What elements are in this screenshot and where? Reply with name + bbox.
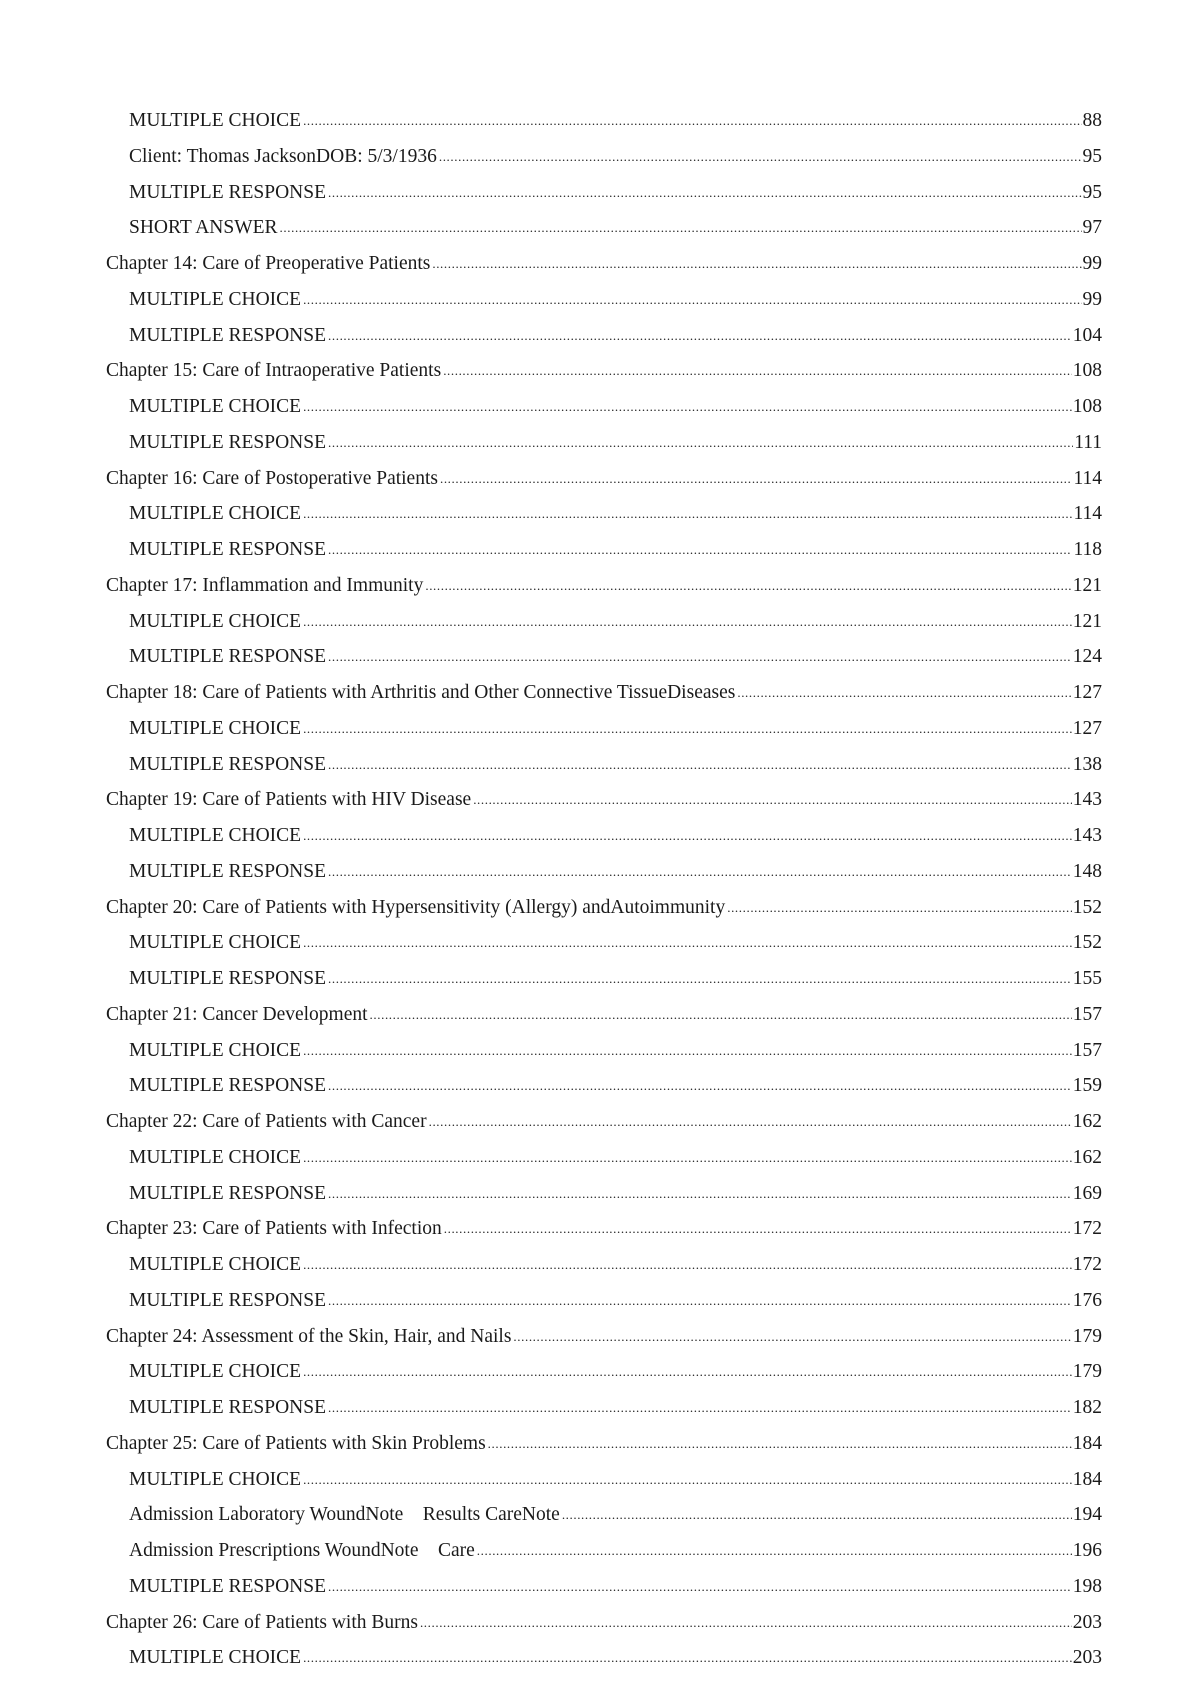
dot-leader	[328, 1282, 1072, 1319]
toc-section-entry[interactable]	[129, 282, 1192, 318]
toc-section-entry[interactable]	[129, 210, 1192, 246]
dot-leader	[328, 746, 1072, 783]
toc-chapter-entry[interactable]	[106, 353, 1192, 389]
dot-leader	[303, 1246, 1072, 1283]
dot-leader	[328, 960, 1072, 997]
toc-entry-label: MULTIPLE CHOICE	[129, 1039, 302, 1061]
toc-entry-label: Chapter 21: Cancer Development	[106, 1003, 368, 1025]
dot-leader	[425, 567, 1071, 604]
dot-leader	[328, 1175, 1072, 1212]
toc-entry-page-number: 196	[1072, 1540, 1102, 1561]
toc-entry-page-number: 155	[1072, 968, 1102, 989]
toc-entry-page-number: 194	[1072, 1504, 1102, 1526]
toc-entry-label: Chapter 22: Care of Patients with Cancer	[106, 1111, 427, 1132]
toc-entry-label: Chapter 17: Inflammation and Immunity	[106, 574, 424, 596]
dot-leader	[328, 1067, 1072, 1104]
toc-section-entry[interactable]	[129, 496, 1192, 532]
toc-chapter-entry[interactable]	[106, 675, 1192, 711]
toc-entry-page-number: 176	[1072, 1289, 1102, 1311]
toc-section-entry[interactable]	[129, 1033, 1192, 1069]
dot-leader	[513, 1318, 1071, 1355]
toc-entry-label: MULTIPLE RESPONSE	[129, 539, 327, 560]
toc-entry-label: MULTIPLE CHOICE	[129, 1361, 302, 1383]
toc-section-entry[interactable]	[129, 1068, 1192, 1104]
toc-entry-label: MULTIPLE RESPONSE	[129, 431, 327, 453]
toc-entry-label: MULTIPLE CHOICE	[129, 396, 302, 417]
toc-entry-label: MULTIPLE RESPONSE	[129, 181, 327, 203]
dot-leader	[429, 1103, 1072, 1140]
dot-leader	[303, 603, 1072, 640]
dot-leader	[303, 495, 1072, 532]
toc-entry-label: MULTIPLE CHOICE	[129, 1468, 302, 1490]
toc-entry-label: Chapter 14: Care of Preoperative Patients	[106, 253, 431, 274]
dot-leader	[328, 317, 1072, 354]
dot-leader	[303, 1353, 1072, 1390]
toc-section-entry[interactable]	[129, 175, 1192, 211]
toc-chapter-entry[interactable]	[106, 890, 1192, 926]
toc-chapter-entry[interactable]	[106, 782, 1192, 818]
toc-entry-label: MULTIPLE CHOICE	[129, 288, 302, 310]
toc-section-entry[interactable]	[129, 1497, 1192, 1533]
toc-section-entry[interactable]	[129, 639, 1192, 675]
dot-leader	[727, 889, 1072, 926]
toc-entry-page-number: 138	[1072, 753, 1102, 775]
dot-leader	[370, 996, 1072, 1033]
toc-section-entry[interactable]	[129, 1247, 1192, 1283]
toc-entry-page-number: 203	[1072, 1611, 1102, 1633]
toc-section-entry[interactable]	[129, 854, 1192, 890]
toc-entry-page-number: 104	[1072, 324, 1102, 346]
toc-entry-label: MULTIPLE RESPONSE	[129, 646, 327, 668]
toc-entry-label: MULTIPLE RESPONSE	[129, 1575, 327, 1597]
dot-leader	[443, 352, 1072, 389]
dot-leader	[303, 1639, 1072, 1676]
toc-entry-page-number: 203	[1072, 1647, 1102, 1669]
toc-chapter-entry[interactable]	[106, 246, 1192, 282]
dot-leader	[303, 710, 1072, 747]
toc-chapter-entry[interactable]	[106, 1211, 1192, 1247]
toc-chapter-entry[interactable]	[106, 1104, 1192, 1140]
toc-section-entry[interactable]	[129, 1283, 1192, 1319]
toc-entry-page-number: 111	[1074, 431, 1102, 453]
toc-entry-label: Client: Thomas JacksonDOB: 5/3/1936	[129, 145, 437, 167]
dot-leader	[562, 1496, 1072, 1533]
toc-section-entry[interactable]	[129, 1140, 1192, 1176]
dot-leader	[328, 638, 1072, 675]
dot-leader	[303, 1139, 1072, 1176]
toc-entry-label: MULTIPLE RESPONSE	[129, 1075, 327, 1097]
toc-entry-label: MULTIPLE CHOICE	[129, 1254, 302, 1275]
dot-leader	[473, 781, 1072, 818]
dot-leader	[303, 281, 1081, 318]
dot-leader	[737, 674, 1071, 711]
toc-entry-page-number: 162	[1072, 1111, 1102, 1132]
dot-leader	[488, 1425, 1072, 1462]
dot-leader	[328, 1389, 1072, 1426]
toc-entry-page-number: 143	[1072, 789, 1102, 811]
toc-entry-label: MULTIPLE CHOICE	[129, 1647, 302, 1669]
toc-chapter-entry[interactable]	[106, 997, 1192, 1033]
dot-leader	[439, 138, 1082, 175]
dot-leader	[303, 1032, 1072, 1069]
toc-entry-page-number: 127	[1072, 682, 1102, 703]
toc-section-entry[interactable]	[129, 961, 1192, 997]
toc-entry-page-number: 184	[1072, 1468, 1102, 1490]
toc-entry-label: Chapter 18: Care of Patients with Arthritis and Other Connective TissueDiseases	[106, 682, 736, 703]
dot-leader	[303, 388, 1072, 425]
toc-entry-page-number: 157	[1072, 1003, 1102, 1025]
toc-entry-label: MULTIPLE RESPONSE	[129, 1182, 327, 1204]
toc-entry-page-number: 152	[1072, 932, 1102, 954]
toc-entry-page-number: 148	[1072, 860, 1102, 882]
toc-section-entry[interactable]	[129, 711, 1192, 747]
dot-leader	[328, 853, 1072, 890]
toc-entry-page-number: 172	[1072, 1218, 1102, 1240]
toc-entry-label: Chapter 19: Care of Patients with HIV Disease	[106, 789, 472, 811]
toc-entry-label: MULTIPLE CHOICE	[129, 717, 302, 739]
toc-entry-page-number: 159	[1072, 1075, 1102, 1097]
toc-entry-label: Chapter 16: Care of Postoperative Patients	[106, 467, 438, 489]
table-of-contents	[0, 103, 1192, 1676]
toc-entry-label: MULTIPLE CHOICE	[129, 1146, 302, 1168]
toc-entry-page-number: 124	[1072, 646, 1102, 668]
toc-entry-page-number: 95	[1082, 145, 1102, 167]
toc-section-entry[interactable]	[129, 1533, 1192, 1569]
toc-entry-label: MULTIPLE CHOICE	[129, 825, 302, 846]
toc-entry-label: MULTIPLE RESPONSE	[129, 968, 327, 989]
toc-entry-page-number: 99	[1082, 253, 1102, 274]
toc-entry-page-number: 198	[1072, 1575, 1102, 1597]
dot-leader	[477, 1532, 1072, 1569]
toc-section-entry[interactable]	[129, 1176, 1192, 1212]
toc-section-entry[interactable]	[129, 747, 1192, 783]
toc-section-entry[interactable]	[129, 425, 1192, 461]
dot-leader	[303, 1461, 1072, 1498]
toc-entry-label: MULTIPLE CHOICE	[129, 503, 302, 525]
toc-entry-page-number: 114	[1073, 467, 1102, 489]
toc-entry-label: MULTIPLE RESPONSE	[129, 753, 327, 775]
toc-entry-label: Admission Prescriptions WoundNote Care	[129, 1540, 475, 1561]
toc-section-entry[interactable]	[129, 1354, 1192, 1390]
toc-entry-page-number: 118	[1073, 539, 1102, 560]
toc-entry-page-number: 162	[1072, 1146, 1102, 1168]
toc-section-entry[interactable]	[129, 1569, 1192, 1605]
toc-entry-label: MULTIPLE CHOICE	[129, 610, 302, 632]
toc-section-entry[interactable]	[129, 318, 1192, 354]
dot-leader	[444, 1210, 1072, 1247]
toc-entry-page-number: 152	[1072, 896, 1102, 918]
toc-entry-label: Chapter 23: Care of Patients with Infection	[106, 1218, 442, 1240]
toc-section-entry[interactable]	[129, 818, 1192, 854]
toc-entry-label: MULTIPLE RESPONSE	[129, 1289, 327, 1311]
toc-entry-label: Chapter 25: Care of Patients with Skin Problems	[106, 1432, 486, 1454]
toc-section-entry[interactable]	[129, 389, 1192, 425]
toc-entry-page-number: 108	[1072, 396, 1102, 417]
toc-entry-page-number: 121	[1072, 574, 1102, 596]
toc-entry-label: MULTIPLE RESPONSE	[129, 324, 327, 346]
toc-section-entry[interactable]	[129, 103, 1192, 139]
dot-leader	[328, 424, 1073, 461]
dot-leader	[303, 102, 1081, 139]
toc-entry-page-number: 108	[1072, 360, 1102, 382]
toc-entry-label: MULTIPLE CHOICE	[129, 932, 302, 954]
dot-leader	[432, 245, 1081, 282]
toc-entry-page-number: 179	[1072, 1325, 1102, 1347]
toc-entry-page-number: 88	[1082, 110, 1102, 131]
toc-section-entry[interactable]	[129, 1390, 1192, 1426]
toc-section-entry[interactable]	[129, 925, 1192, 961]
toc-chapter-entry[interactable]	[106, 568, 1192, 604]
toc-chapter-entry[interactable]	[106, 1426, 1192, 1462]
dot-leader	[328, 1568, 1072, 1605]
toc-entry-page-number: 114	[1073, 503, 1102, 525]
toc-chapter-entry[interactable]	[106, 1319, 1192, 1355]
dot-leader	[303, 817, 1072, 854]
toc-entry-label: Chapter 26: Care of Patients with Burns	[106, 1611, 418, 1633]
toc-entry-page-number: 169	[1072, 1182, 1102, 1204]
toc-chapter-entry[interactable]	[106, 461, 1192, 497]
toc-section-entry[interactable]	[129, 604, 1192, 640]
toc-section-entry[interactable]	[129, 1462, 1192, 1498]
toc-entry-page-number: 95	[1082, 181, 1102, 203]
toc-entry-page-number: 127	[1072, 717, 1102, 739]
dot-leader	[440, 460, 1073, 497]
toc-entry-label: Admission Laboratory WoundNote Results CareNote	[129, 1504, 560, 1526]
toc-entry-label: MULTIPLE RESPONSE	[129, 1397, 327, 1418]
toc-entry-label: MULTIPLE RESPONSE	[129, 860, 327, 882]
dot-leader	[420, 1604, 1072, 1641]
dot-leader	[328, 174, 1081, 211]
toc-entry-label: Chapter 24: Assessment of the Skin, Hair, and Nails	[106, 1325, 512, 1347]
toc-entry-label: MULTIPLE CHOICE	[129, 110, 302, 131]
dot-leader	[328, 531, 1072, 568]
toc-section-entry[interactable]	[129, 139, 1192, 175]
toc-entry-label: Chapter 15: Care of Intraoperative Patients	[106, 360, 442, 382]
toc-entry-label: Chapter 20: Care of Patients with Hypersensitivity (Allergy) andAutoimmunity	[106, 896, 726, 918]
toc-entry-page-number: 121	[1072, 610, 1102, 632]
toc-section-entry[interactable]	[129, 532, 1192, 568]
toc-entry-page-number: 97	[1082, 217, 1102, 239]
toc-entry-page-number: 157	[1072, 1039, 1102, 1061]
toc-chapter-entry[interactable]	[106, 1605, 1192, 1641]
toc-entry-page-number: 184	[1072, 1432, 1102, 1454]
toc-entry-label: SHORT ANSWER	[129, 217, 278, 239]
toc-entry-page-number: 99	[1082, 288, 1102, 310]
toc-entry-page-number: 182	[1072, 1397, 1102, 1418]
dot-leader	[280, 209, 1082, 246]
toc-entry-page-number: 172	[1072, 1254, 1102, 1275]
toc-entry-page-number: 179	[1072, 1361, 1102, 1383]
toc-entry-page-number: 143	[1072, 825, 1102, 846]
toc-section-entry[interactable]	[129, 1640, 1192, 1676]
dot-leader	[303, 924, 1072, 961]
